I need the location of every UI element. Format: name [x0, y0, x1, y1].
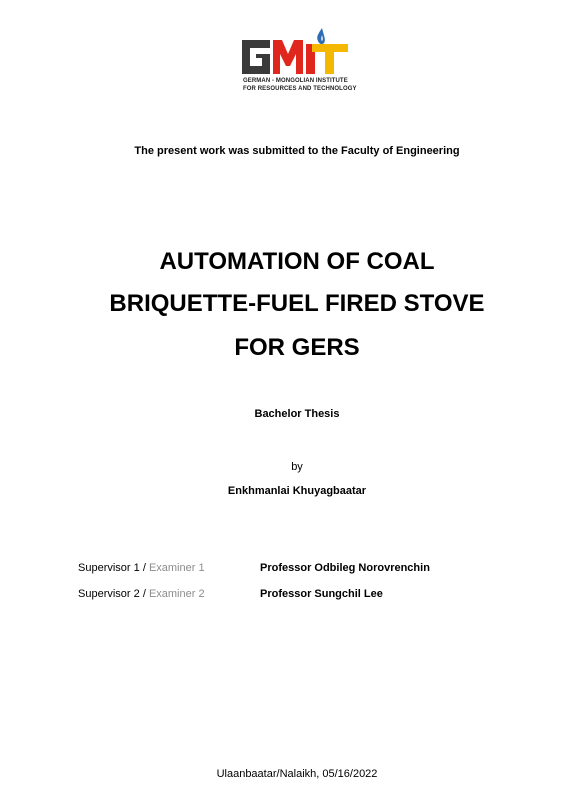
supervisor-row-2 — [78, 588, 383, 600]
thesis-type: Bachelor Thesis — [254, 408, 340, 420]
gmit-logo-mark — [242, 26, 354, 78]
role-separator: / — [139, 588, 149, 600]
logo-letter-g — [242, 40, 270, 74]
supervisor-row-1 — [78, 562, 430, 574]
supervisor-role: Supervisor 2 — [78, 588, 140, 600]
supervisor-name: Professor Sungchil Lee — [260, 588, 383, 600]
supervisor-label — [78, 588, 205, 600]
submission-statement: The present work was submitted to the Faculty of Engineering — [134, 145, 460, 157]
role-separator: / — [139, 562, 149, 574]
examiner-role: Examiner 2 — [148, 588, 205, 600]
logo-subtitle-line2: FOR RESOURCES AND TECHNOLOGY — [243, 86, 357, 92]
logo-subtitle-line1: GERMAN - MONGOLIAN INSTITUTE — [243, 78, 348, 84]
supervisor-role: Supervisor 1 — [78, 562, 140, 574]
supervisor-name: Professor Odbileg Norovrenchin — [260, 562, 430, 574]
logo-letter-t — [312, 44, 348, 74]
author-name: Enkhmanlai Khuyagbaatar — [227, 485, 367, 497]
thesis-title-line-1: AUTOMATION OF COAL — [159, 248, 435, 275]
by-label: by — [291, 461, 303, 473]
thesis-title-line-2: BRIQUETTE-FUEL FIRED STOVE — [109, 290, 485, 317]
place-and-date: Ulaanbaatar/Nalaikh, 05/16/2022 — [216, 768, 378, 780]
gmit-logo — [242, 26, 357, 96]
examiner-role: Examiner 1 — [148, 562, 205, 574]
thesis-title-line-3: FOR GERS — [234, 334, 360, 361]
flame-icon — [317, 28, 325, 44]
logo-letter-m — [273, 40, 303, 74]
supervisor-label — [78, 562, 205, 574]
